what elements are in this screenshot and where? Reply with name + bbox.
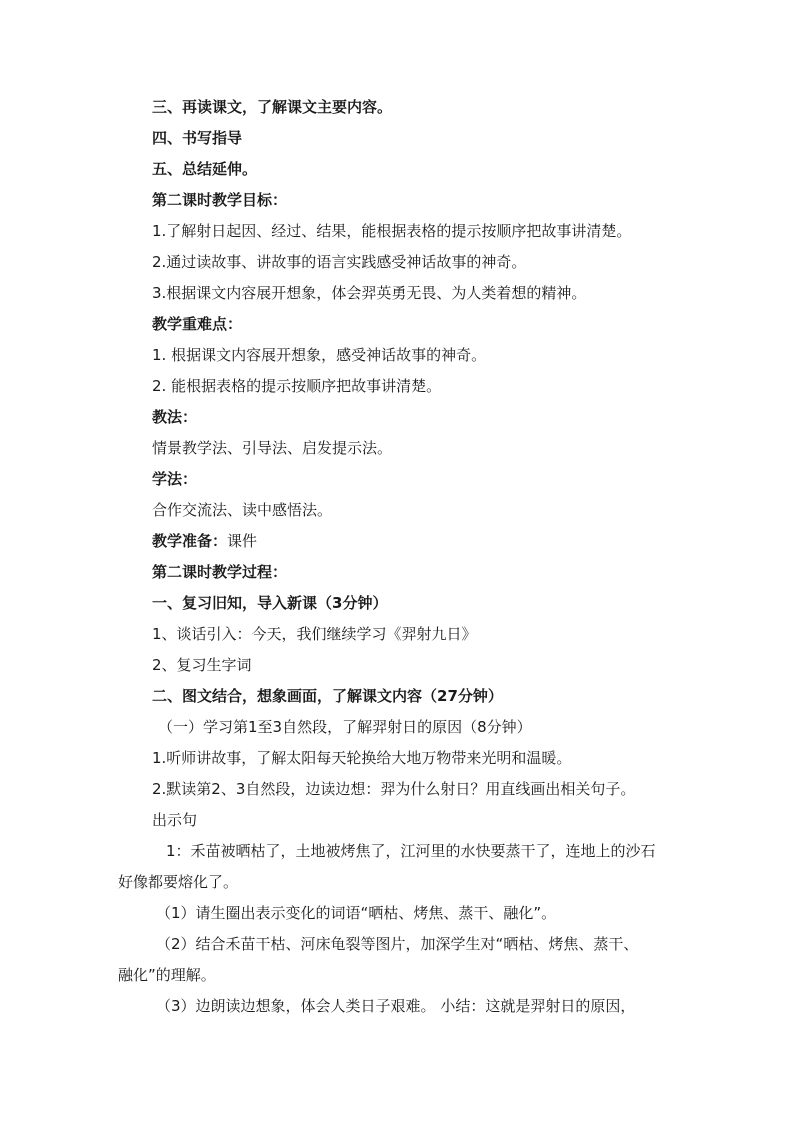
step-one-heading: 一、复习旧知，导入新课（3分钟） — [152, 594, 388, 612]
step-two-heading: 二、图文结合，想象画面，了解课文内容（27分钟） — [152, 687, 503, 705]
heading-learning-method: 学法： — [152, 470, 198, 488]
section-heading-summary: 五、总结延伸。 — [152, 160, 258, 178]
sentence-1-line-1: 1：禾苗被晒枯了，土地被烤焦了，江河里的水快要蒸干了，连地上的沙石 — [166, 842, 656, 860]
goal-item-1: 1.了解射日起因、经过、结果，能根据表格的提示按顺序把故事讲清楚。 — [152, 222, 632, 240]
show-sentence-label: 出示句 — [152, 811, 198, 829]
heading-teaching-method: 教法： — [152, 408, 198, 426]
activity-2-line-1: （2）结合禾苗干枯、河床龟裂等图片，加深学生对“晒枯、烤焦、蒸干、 — [156, 935, 639, 953]
activity-2-line-2: 融化”的理解。 — [118, 966, 216, 984]
difficulty-item-2: 2. 能根据表格的提示按顺序把故事讲清楚。 — [152, 377, 442, 395]
heading-lesson2-process: 第二课时教学过程： — [152, 563, 288, 581]
activity-1: （1）请生圈出表示变化的词语“晒枯、烤焦、蒸干、融化”。 — [156, 904, 557, 922]
substep-one-heading: （一）学习第1至3自然段，了解羿射日的原因（8分钟） — [158, 718, 532, 736]
substep-item-2: 2.默读第2、3自然段，边读边想：羿为什么射日？用直线画出相关句子。 — [152, 780, 636, 798]
preparation-line — [152, 531, 257, 551]
goal-item-3: 3.根据课文内容展开想象，体会羿英勇无畏、为人类着想的精神。 — [152, 284, 587, 302]
learning-method-text: 合作交流法、读中感悟法。 — [152, 501, 333, 519]
preparation-value: 课件 — [227, 532, 258, 550]
section-heading-reread: 三、再读课文，了解课文主要内容。 — [152, 98, 393, 116]
substep-item-1: 1.听师讲故事，了解太阳每天轮换给大地万物带来光明和温暖。 — [152, 749, 572, 767]
goal-item-2: 2.通过读故事、讲故事的语言实践感受神话故事的神奇。 — [152, 253, 527, 271]
step-one-item-2: 2、复习生字词 — [152, 656, 252, 674]
heading-key-difficulties: 教学重难点： — [152, 315, 243, 333]
sentence-1-line-2: 好像都要熔化了。 — [118, 873, 239, 891]
teaching-method-text: 情景教学法、引导法、启发提示法。 — [152, 439, 393, 457]
activity-3: （3）边朗读边想象，体会人类日子艰难。 小结：这就是羿射日的原因， — [156, 997, 636, 1015]
heading-lesson2-goals: 第二课时教学目标： — [152, 191, 288, 209]
step-one-item-1: 1、谈话引入：今天，我们继续学习《羿射九日》 — [152, 625, 477, 643]
preparation-label: 教学准备： — [152, 532, 228, 550]
difficulty-item-1: 1. 根据课文内容展开想象，感受神话故事的神奇。 — [152, 346, 487, 364]
section-heading-writing: 四、书写指导 — [152, 129, 243, 147]
